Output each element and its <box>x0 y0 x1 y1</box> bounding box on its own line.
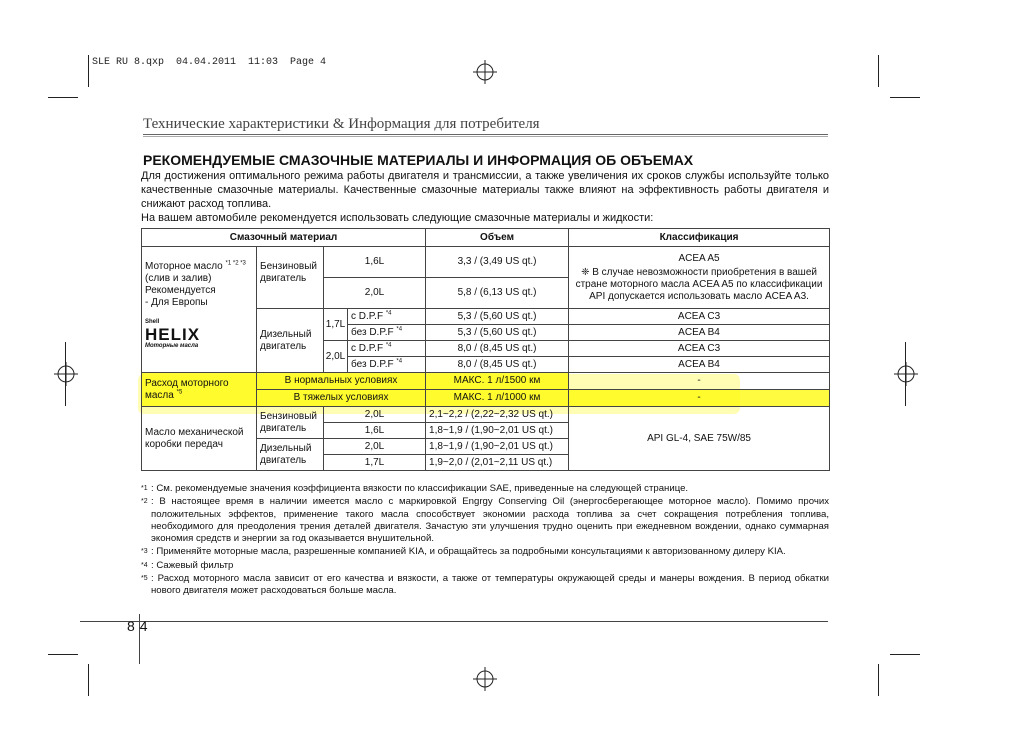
header-rule <box>143 136 828 137</box>
volume-cell: 1,8~1,9 / (1,90~2,01 US qt.) <box>426 439 569 455</box>
chapter-number: 8 <box>127 618 135 634</box>
section-title: РЕКОМЕНДУЕМЫЕ СМАЗОЧНЫЕ МАТЕРИАЛЫ И ИНФОРМАЦИЯ ОБ ОБЪЕМАХ <box>143 152 694 168</box>
engine-size: 1,6L <box>324 423 426 439</box>
petrol-engine-label: Бензиновый двигатель <box>257 247 324 309</box>
footnote-mark: *3 <box>141 548 148 556</box>
engine-oil-label: Моторное масло $^{*1 *2 *3}$ <box>145 260 246 272</box>
footnote <box>141 573 829 598</box>
footnote-mark: *2 <box>141 498 148 506</box>
footnote-ref: *4 <box>396 326 403 333</box>
volume-cell: 5,8 / (6,13 US qt.) <box>426 278 569 309</box>
footnote-mark: *1 <box>141 485 148 492</box>
volume-cell: 8,0 / (8,45 US qt.) <box>426 341 569 357</box>
footnote-mark: *4 <box>141 561 148 569</box>
table-row <box>142 247 830 278</box>
registration-mark-icon <box>54 362 78 386</box>
condition-cell: В тяжелых условиях <box>257 390 426 407</box>
consumption-value: МАКС. 1 л/1500 км <box>426 373 569 390</box>
dpf-cell: без D.P.F $^{*4}$ <box>348 357 426 373</box>
dpf-cell: без D.P.F $^{*4}$ <box>348 325 426 341</box>
engine-size: 1,6L <box>324 247 426 278</box>
volume-cell: 8,0 / (8,45 US qt.) <box>426 357 569 373</box>
column-header: Смазочный материал <box>142 229 426 247</box>
footnote <box>141 546 829 558</box>
footnote <box>141 560 829 572</box>
footnote <box>141 483 829 495</box>
engine-oil-region: - Для Европы <box>145 297 208 308</box>
classification-cell: ACEA B4 <box>569 325 830 341</box>
footnotes <box>141 483 829 599</box>
crop-mark <box>878 664 879 696</box>
diesel-engine-label: Дизельный двигатель <box>257 309 324 373</box>
table-row-highlighted <box>142 373 830 390</box>
volume-cell: 3,3 / (3,49 US qt.) <box>426 247 569 278</box>
engine-size: 1,7L <box>324 455 426 471</box>
classification-cell: - <box>569 373 830 390</box>
volume-cell: 1,9~2,0 / (2,01~2,11 US qt.) <box>426 455 569 471</box>
engine-oil-recommend: Рекомендуется <box>145 285 216 296</box>
footnote <box>141 496 829 545</box>
logo-helix-text: HELIX <box>145 325 201 344</box>
logo-sub-text: Моторные масла <box>145 343 199 349</box>
intro-text <box>141 169 829 225</box>
footnote-text: : Применяйте моторные масла, разрешенные компанией KIA, и обращайтесь за подробными консультациями к авторизованному дилеру KIA. <box>151 546 786 558</box>
footnote-ref: *4 <box>396 358 403 365</box>
petrol-engine-label: Бензиновый двигатель <box>257 407 324 439</box>
footnote-ref: *4 <box>385 310 392 317</box>
header-rule <box>143 134 828 135</box>
footnote-text: : Расход моторного масла зависит от его качества и вязкости, а также от температуры окружающей среды и манеры вождения. В период обкатки нового двигателя может расходоваться больше масла. <box>151 573 829 597</box>
crop-mark <box>65 342 66 406</box>
lubricants-table <box>141 228 830 471</box>
page-number <box>127 618 148 634</box>
condition-cell: В нормальных условиях <box>257 373 426 390</box>
footnote-text: : В настоящее время в наличии имеется масло с маркировкой Engrgy Conserving Oil (энергосберегающее моторное масло). Помимо прочих положительных эффектов, применение такого масла способствует экономии расхода топлива за счет сокращения потребления топлива, необходимого для преодоления трения деталей двигателя. Зачастую эти улучшения трудно оценить при ежедневном вождении, однако суммарная экономия средств и энергии за год оказывается внушительной. <box>151 496 829 545</box>
print-slug: SLE RU 8.qxp 04.04.2011 11:03 Page 4 <box>92 57 327 68</box>
registration-mark-icon <box>894 362 918 386</box>
volume-cell: 1,8~1,9 / (1,90~2,01 US qt.) <box>426 423 569 439</box>
consumption-label: Расход моторного <box>145 377 229 389</box>
crop-mark <box>890 654 920 655</box>
gearbox-label: Масло механической <box>145 426 244 438</box>
logo-shell-text: Shell <box>145 319 160 325</box>
column-header: Классификация <box>569 229 830 247</box>
crop-mark <box>48 654 78 655</box>
engine-oil-sublabel: (слив и залив) <box>145 273 212 284</box>
registration-mark-icon <box>473 60 497 84</box>
crop-mark <box>88 664 89 696</box>
table-row <box>142 407 830 423</box>
intro-paragraph: Для достижения оптимального режима работы двигателя и трансмиссии, а также увеличения их сроков службы используйте только качественные смазочные материалы. Качественные смазочные материалы также влияют на эффективность работы двигателя и снижают расход топлива. <box>141 170 829 210</box>
crop-mark <box>905 342 906 406</box>
footnote-mark: *5 <box>141 575 148 583</box>
engine-size: 2,0L <box>324 439 426 455</box>
column-header: Объем <box>426 229 569 247</box>
classification-cell <box>569 247 830 309</box>
consumption-label-2: масла $^{*5}$ <box>145 389 183 401</box>
shell-helix-logo <box>145 319 253 350</box>
classification-primary: ACEA A5 <box>678 252 720 264</box>
volume-cell: 2,1~2,2 / (2,22~2,32 US qt.) <box>426 407 569 423</box>
crop-mark <box>890 97 920 98</box>
table-header-row <box>142 229 830 247</box>
classification-note: ❈ В случае невозможности приобретения в вашей стране моторного масла ACEA A5 по классификации API допускается использовать масло ACEA A3. <box>575 266 823 302</box>
crop-mark <box>48 97 78 98</box>
classification-cell: ACEA B4 <box>569 357 830 373</box>
intro-paragraph: На вашем автомобиле рекомендуется использовать следующие смазочные материалы и жидкости: <box>141 212 654 224</box>
classification-cell: - <box>569 390 830 407</box>
footnote-text: : Сажевый фильтр <box>151 559 234 571</box>
engine-size: 1,7L <box>324 309 348 341</box>
consumption-value: МАКС. 1 л/1000 км <box>426 390 569 407</box>
crop-mark <box>878 55 879 87</box>
footnote-ref: *4 <box>385 342 392 349</box>
page-in-chapter: 4 <box>139 618 148 634</box>
volume-cell: 5,3 / (5,60 US qt.) <box>426 309 569 325</box>
diesel-engine-label: Дизельный двигатель <box>257 439 324 471</box>
footer-rule <box>80 621 828 622</box>
dpf-cell: с D.P.F $^{*4}$ <box>348 309 426 325</box>
engine-size: 2,0L <box>324 341 348 373</box>
engine-oil-label-cell <box>142 247 257 373</box>
footnote-ref: *1 *2 *3 <box>225 260 246 267</box>
engine-size: 2,0L <box>324 278 426 309</box>
engine-size: 2,0L <box>324 407 426 423</box>
classification-cell: ACEA C3 <box>569 341 830 357</box>
dpf-cell: с D.P.F $^{*4}$ <box>348 341 426 357</box>
classification-cell: API GL-4, SAE 75W/85 <box>569 407 830 471</box>
classification-cell: ACEA C3 <box>569 309 830 325</box>
gearbox-label-2: коробки передач <box>145 438 223 450</box>
gearbox-label-cell <box>142 407 257 471</box>
crop-mark <box>88 55 89 87</box>
consumption-label-cell <box>142 373 257 407</box>
running-header: Технические характеристики & Информация для потребителя <box>143 116 540 132</box>
volume-cell: 5,3 / (5,60 US qt.) <box>426 325 569 341</box>
footnote-text: : См. рекомендуемые значения коэффициента вязкости по классификации SAE, приведенные на следующей странице. <box>151 483 689 494</box>
registration-mark-icon <box>473 667 497 691</box>
footnote-ref: *5 <box>176 389 183 396</box>
